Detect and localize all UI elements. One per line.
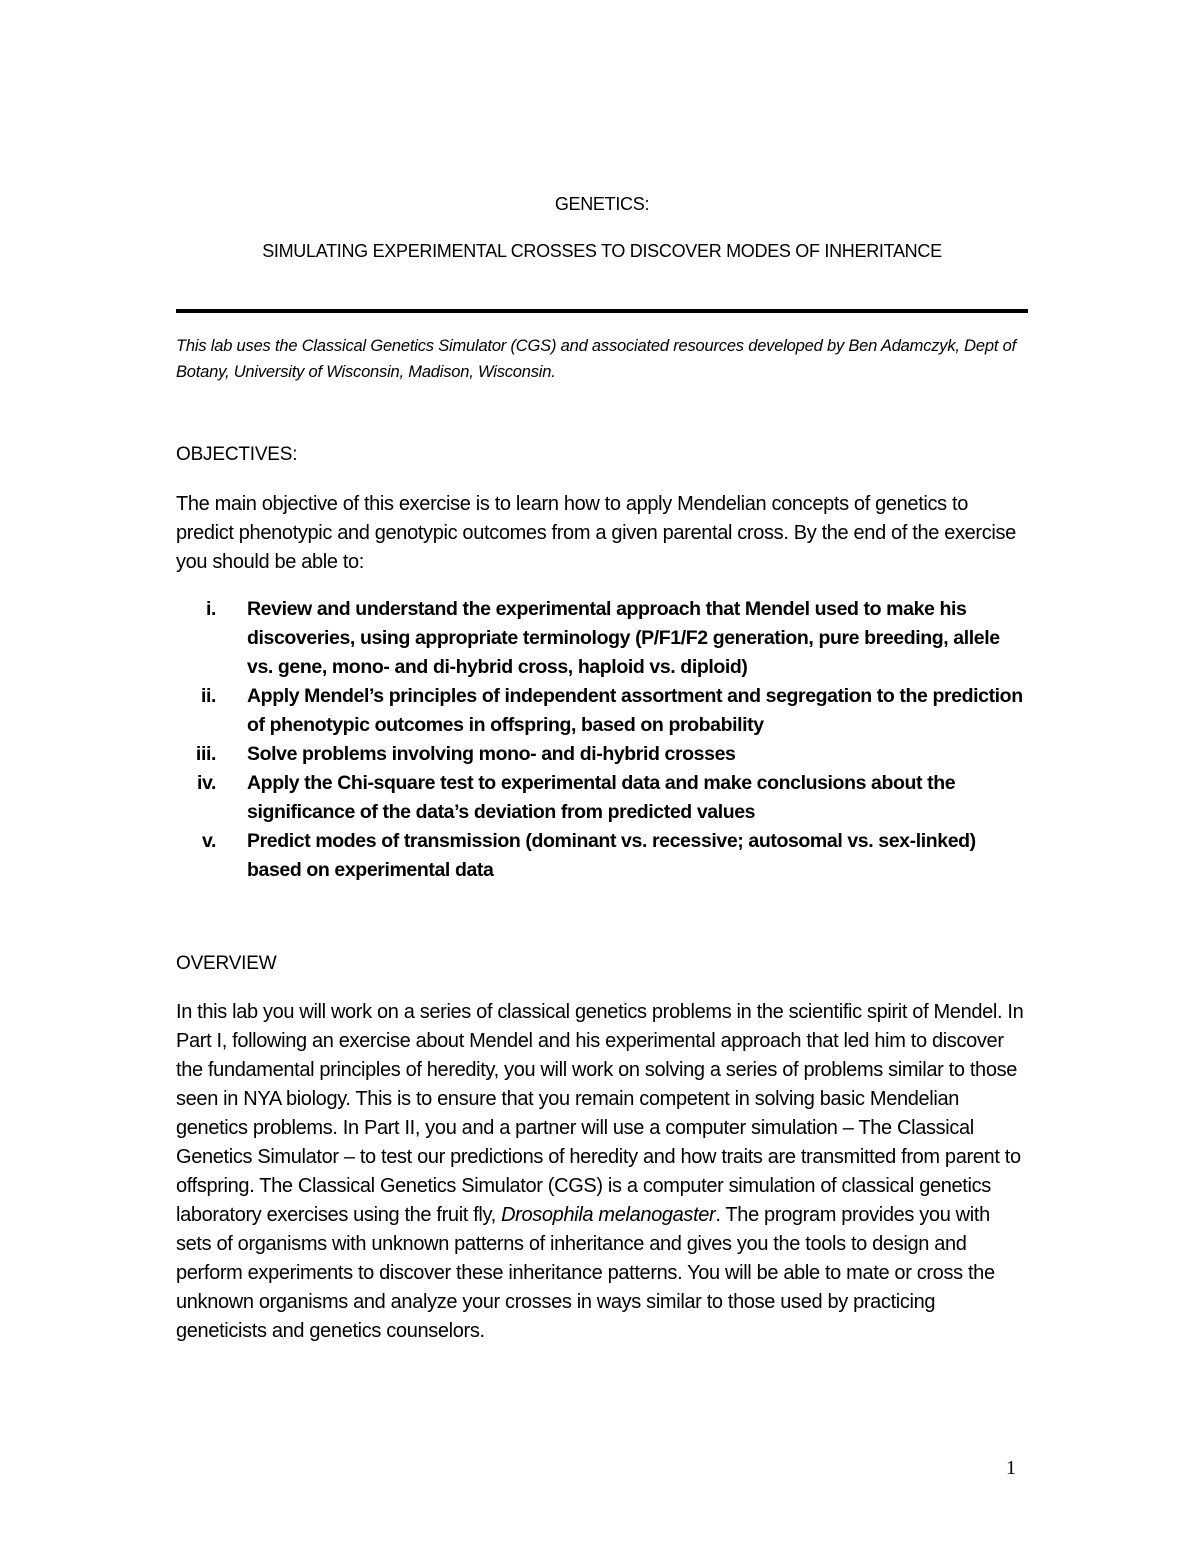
objectives-intro: The main objective of this exercise is to learn how to apply Mendelian concepts of genetics to predict phenotypic and genotypic outcomes from a given parental cross. By the end of the exercise you should be able to: [176,493,1016,573]
page-number: 1 [1006,1457,1016,1479]
objectives-heading: OBJECTIVES: [176,444,298,465]
list-item-number: iii. [195,743,216,765]
list-item [176,740,1028,769]
list-item-number: iv. [196,772,216,794]
list-item-number: v. [201,830,216,852]
list-item [176,682,1028,740]
list-item-text: Predict modes of transmission (dominant vs. recessive; autosomal vs. sex-linked) based on experimental data [247,830,976,881]
list-item-text: Review and understand the experimental approach that Mendel used to make his discoveries, using appropriate terminology (P/F1/F2 generation, pure breeding, allele vs. gene, mono- and di-hybrid cross, haploid vs. diploid) [247,598,1000,678]
list-item [176,595,1028,682]
list-item [176,827,1028,885]
overview-heading: OVERVIEW [176,953,277,974]
list-item-text: Apply Mendel’s principles of independent assortment and segregation to the prediction of phenotypic outcomes in offspring, based on probability [247,685,1023,736]
list-item-number: ii. [200,685,216,707]
list-item-number: i. [205,598,216,620]
overview-text-before: In this lab you will work on a series of classical genetics problems in the scientific spirit of Mendel. In Part I, following an exercise about Mendel and his experimental approach that led him to discover the fundamental principles of heredity, you will work on solving a series of problems similar to those seen in NYA biology. This is to ensure that you remain competent in solving basic Mendelian genetics problems. In Part II, you and a partner will use a computer simulation – The Classical Genetics Simulator – to test our predictions of heredity and how traits are transmitted from parent to offspring. The Classical Genetics Simulator (CGS) is a computer simulation of classical genetics laboratory exercises using the fruit fly, [176,1001,1024,1226]
credit-note: This lab uses the Classical Genetics Simulator (CGS) and associated resources developed by Ben Adamczyk, Dept of Botany, University of Wisconsin, Madison, Wisconsin. [176,337,1016,381]
horizontal-rule [176,309,1028,313]
overview-paragraph [176,998,1028,1346]
species-name: Drosophila melanogaster [501,1204,716,1226]
document-title: GENETICS: [554,194,650,214]
list-item-text: Solve problems involving mono- and di-hybrid crosses [247,743,736,765]
overview-text-after: . The program provides you with sets of organisms with unknown patterns of inheritance and gives you the tools to design and perform experiments to discover these inheritance patterns. You will be able to mate or cross the unknown organisms and analyze your crosses in ways similar to those used by practicing geneticists and genetics counselors. [176,1204,995,1342]
objectives-list [176,595,1028,885]
list-item-text: Apply the Chi-square test to experimental data and make conclusions about the significance of the data’s deviation from predicted values [247,772,956,823]
list-item [176,769,1028,827]
document-subtitle: SIMULATING EXPERIMENTAL CROSSES TO DISCOVER MODES OF INHERITANCE [262,241,942,261]
